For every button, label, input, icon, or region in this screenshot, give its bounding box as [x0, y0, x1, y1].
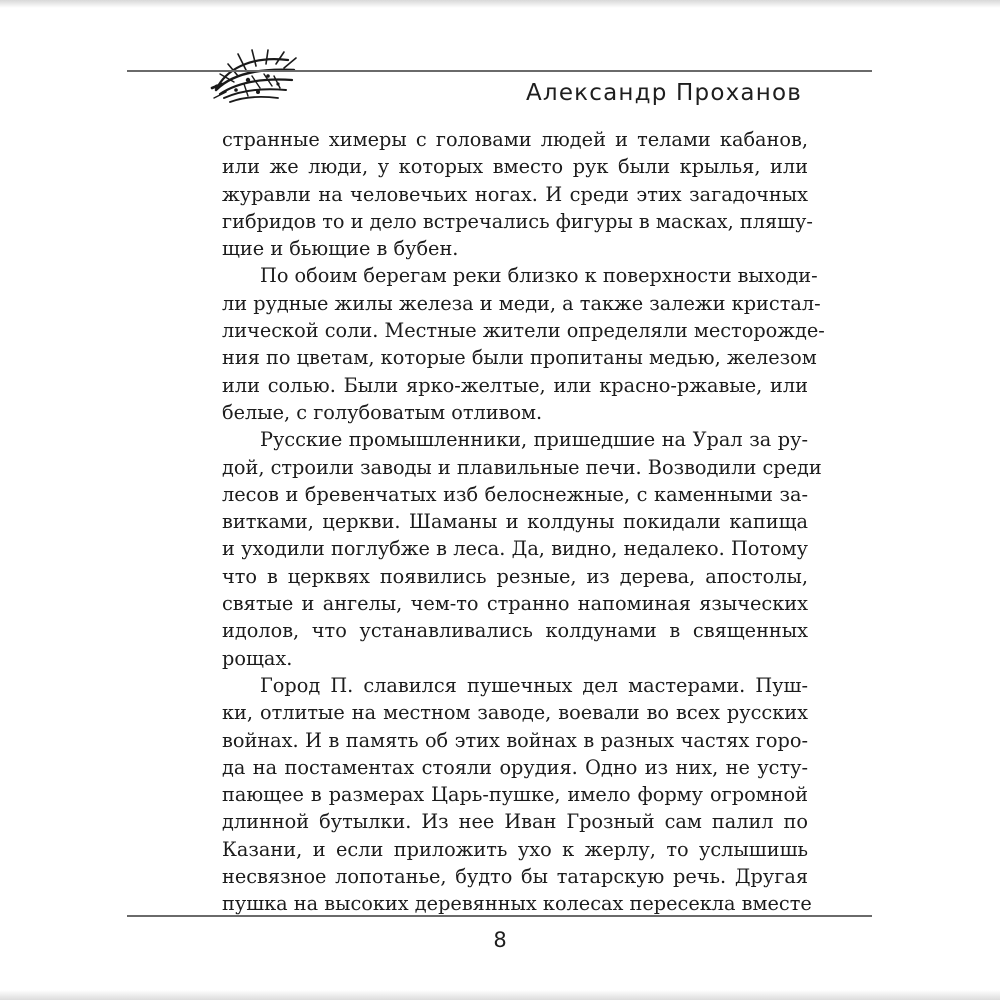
- text-line: щие и бьющие в бубен.: [222, 237, 459, 261]
- text-line: По обоим берегам реки близко к поверхности выходи-: [260, 264, 818, 288]
- text-line: ли рудные жилы железа и меди, а также залежи кристал-: [222, 291, 821, 315]
- text-line: идолов, что устанавливались колдунами в священных: [222, 619, 808, 643]
- scan-edge-top: [0, 0, 1000, 8]
- text-line: странные химеры с головами людей и телами кабанов,: [222, 128, 808, 151]
- text-line: лической соли. Местные жители определяли месторожде-: [222, 319, 825, 343]
- text-line: дой, строили заводы и плавильные печи. Возводили среди: [222, 455, 822, 479]
- text-line: длинной бутылки. Из нее Иван Грозный сам палил по: [222, 810, 808, 834]
- text-line: или солью. Были ярко-желтые, или красно-ржавые, или: [222, 373, 808, 397]
- text-line: гибридов то и дело встречались фигуры в масках, пляшу-: [222, 209, 813, 233]
- scan-edge-bottom: [0, 990, 1000, 1000]
- text-line: или же люди, у которых вместо рук были крылья, или: [222, 155, 808, 179]
- paragraph: [222, 426, 822, 672]
- text-line: войнах. И в память об этих войнах в разных частях горо-: [222, 728, 808, 752]
- paragraph: [222, 672, 812, 918]
- text-line: лесов и бревенчатых изб белоснежные, с каменными за-: [222, 482, 808, 506]
- text-line: рощах.: [222, 646, 293, 670]
- text-line: белые, с голубоватым отливом.: [222, 400, 543, 424]
- text-line: и уходили поглубже в леса. Да, видно, недалеко. Потому: [222, 537, 808, 561]
- text-line: несвязное лопотанье, будто бы татарскую речь. Другая: [222, 865, 808, 889]
- text-line: что в церквях появились резные, из дерева, апостолы,: [222, 564, 808, 588]
- text-line: да на постаментах стояли орудия. Одно из них, не усту-: [222, 755, 808, 779]
- text-line: пушка на высоких деревянных колесах пересекла вместе: [222, 892, 812, 916]
- text-line: святые и ангелы, чем-то странно напоминая языческих: [222, 592, 808, 616]
- paragraph: [222, 126, 813, 262]
- text-line: пающее в размерах Царь-пушке, имело форму огромной: [222, 783, 808, 807]
- page-number: 8: [493, 928, 507, 952]
- text-line: ки, отлитые на местном заводе, воевали во всех русских: [222, 701, 808, 725]
- paragraph: [222, 262, 825, 426]
- running-head-author: Александр Проханов: [525, 80, 802, 106]
- text-line: Город П. славился пушечных дел мастерами. Пуш-: [260, 673, 808, 697]
- text-line: Казани, и если приложить ухо к жерлу, то услышишь: [222, 837, 808, 861]
- footer-rule: [127, 915, 872, 917]
- text-line: ния по цветам, которые были пропитаны медью, железом: [222, 346, 817, 370]
- header-rule: [127, 70, 872, 72]
- body-text: [222, 126, 825, 918]
- text-line: витками, церкви. Шаманы и колдуны покидали капища: [222, 510, 808, 534]
- text-line: Русские промышленники, пришедшие на Урал за ру-: [260, 428, 808, 452]
- text-line: журавли на человечьих ногах. И среди этих загадочных: [222, 182, 808, 206]
- hedgehog-ornament-icon: [208, 46, 300, 108]
